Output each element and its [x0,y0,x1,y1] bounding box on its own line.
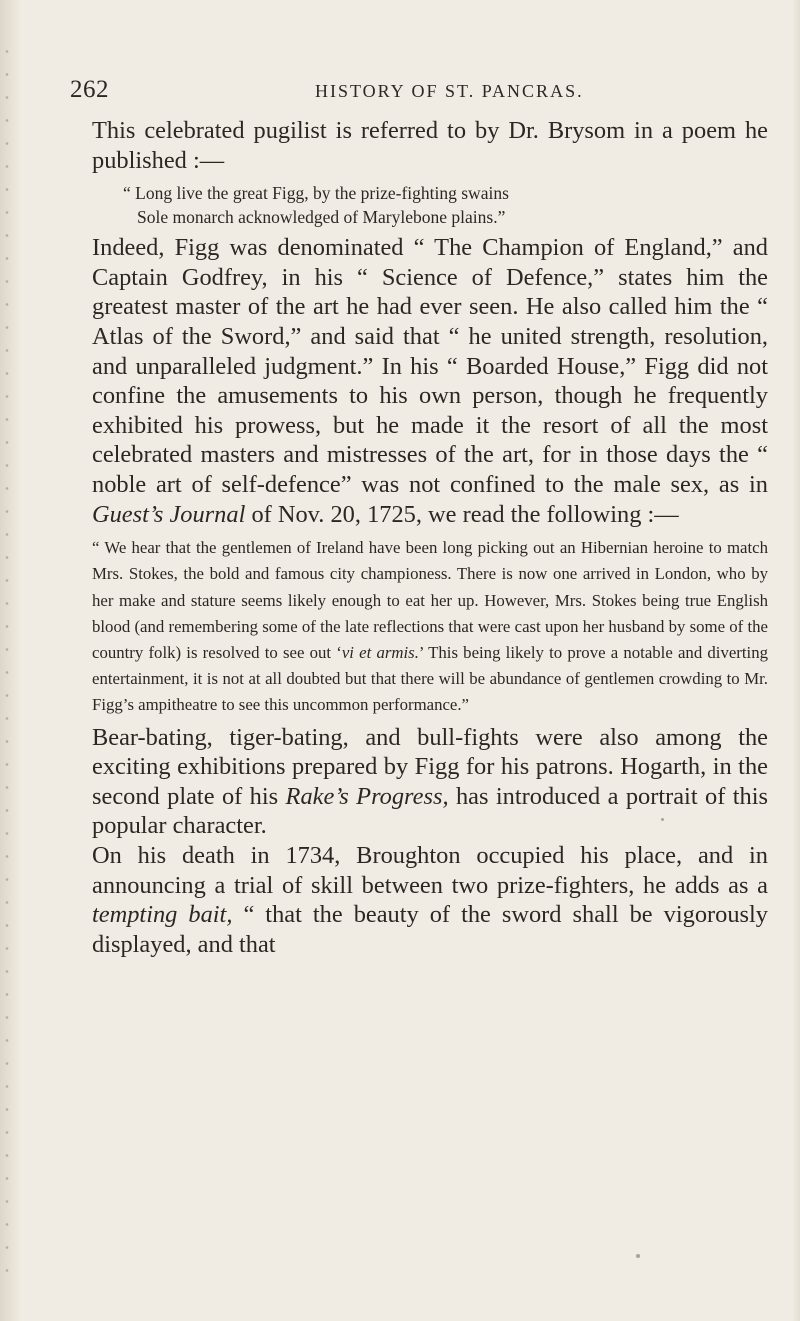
paragraph-2-text-a: Indeed, Figg was denominated “ The Champion of England,” and Captain Godfrey, in his “ Science of Defence,” states him the greatest master of the art he had ever seen. He also called him the “ Atlas of the Sword,” and said that “ he united strength, resolution, and unparalleled judgment.” In his “ Boarded House,” Figg did not confine the amusements to his own person, though he frequently exhibited his prowess, but he made it the resort of all the most celebrated masters and mistresses of the art, for in those days the “ noble art of self-defence” was not confined to the male sex, as in [92,234,768,498]
verse-line-2: Sole monarch acknowledged of Marylebone plains.” [137,207,506,228]
paragraph-3-text-a: Bear-bating, tiger-bating, and bull-fights were also among the exciting exhibitions prepared by Figg for his patrons. Hogarth, in the second plate of his [92,723,768,810]
journal-quote-text-b: ’ This being likely to prove a notable and diverting entertainment, it is not at all doubted but that there will be abundance of gentlemen crowding to Mr. Figg’s ampitheatre to see this uncommon performance.” [92,642,768,715]
page-gutter [0,0,22,1321]
tempting-bait-phrase: tempting bait, [92,901,233,929]
running-head: HISTORY OF ST. PANCRAS. [315,81,584,101]
journal-quote-text-a: “ We hear that the gentlemen of Ireland have been long picking out an Hibernian heroine to match Mrs. Stokes, the bold and famous city championess. There is now one arrived in London, who by her make and stature seems likely enough to eat her up. However, Mrs. Stokes being true English blood (and remembering some of the late reflections that were cast upon her husband by some of the country folk) is resolved to see out ‘ [92,538,768,662]
paragraph-2 [92,233,768,529]
paragraph-3-text-b: has introduced a portrait of this popular character. [92,782,768,840]
journal-quote [92,535,768,718]
latin-phrase: vi et armis. [341,642,419,662]
gutter-binding-marks [3,40,13,1280]
page-header [70,76,790,112]
page-number: 262 [70,76,109,103]
rakes-progress-title: Rake’s Progress, [285,782,449,810]
ink-speck [636,1254,640,1258]
paragraph-1: This celebrated pugilist is referred to by Dr. Brysom in a poem he published :— [92,117,768,174]
verse-quote [92,181,768,229]
journal-title: Guest’s Journal [92,500,246,528]
paragraph-3 [92,723,768,841]
paragraph-4-text-a: On his death in 1734, Broughton occupied his place, and in announcing a trial of skill between two prize-fighters, he adds as a [92,841,768,899]
paragraph-2-text-b: of Nov. 20, 1725, we read the following :— [245,500,679,528]
ink-speck [661,818,664,821]
verse-line-1: “ Long live the great Figg, by the prize-fighting swains [123,183,509,204]
paragraph-4-text-b: “ that the beauty of the sword shall be vigorously displayed, and that [92,901,768,958]
body-text [92,116,768,959]
page-right-edge [792,0,800,1321]
paragraph-4 [92,841,768,959]
